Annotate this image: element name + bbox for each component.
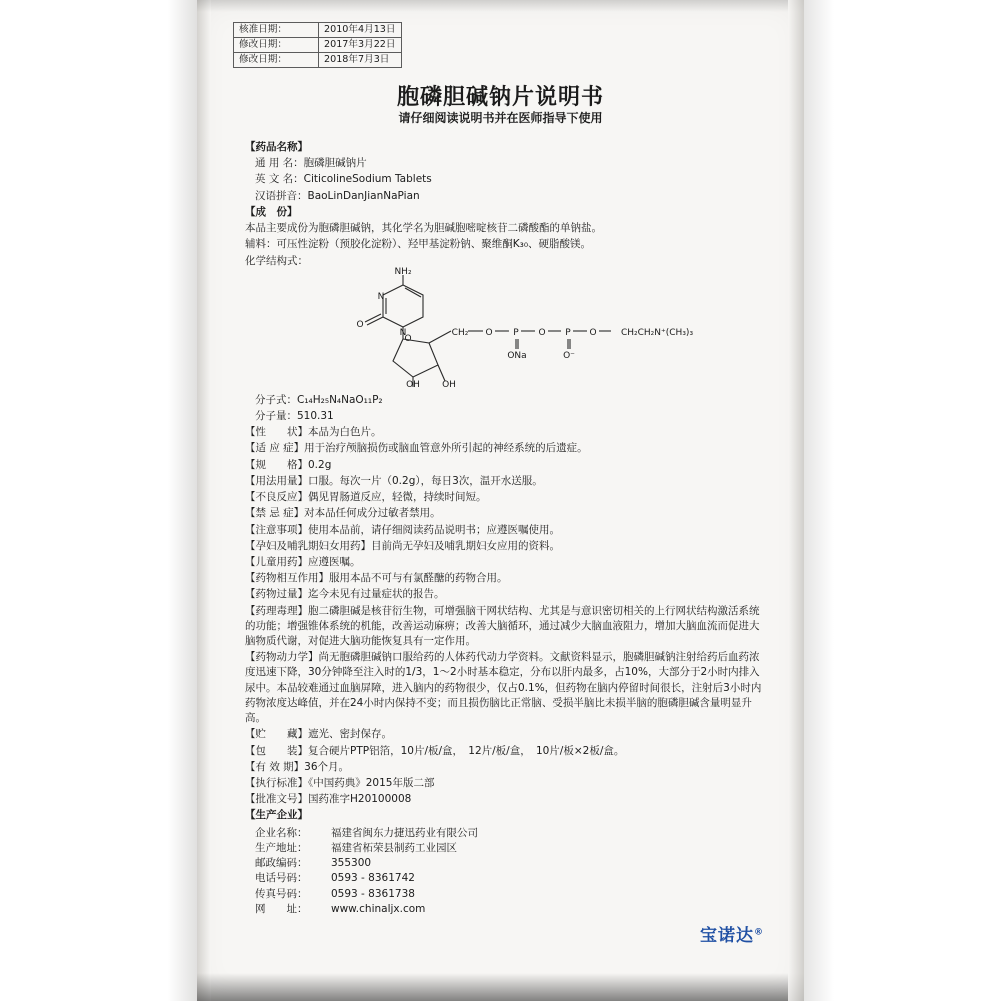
revision-date-value-2: 2018年7月3日 (319, 52, 402, 67)
brand-logo (700, 924, 764, 949)
section-storage: 【贮 藏】遮光、密封保存。 (245, 728, 392, 741)
section-properties: 【性 状】本品为白色片。 (245, 426, 382, 439)
manufacturer-name-label: 企业名称： (255, 826, 308, 839)
section-shelf-life: 【有 效 期】36个月。 (245, 760, 350, 773)
approval-dates-table (233, 22, 402, 68)
section-drug-interactions: 【药物相互作用】服用本品不可与有氯醛醣的药物合用。 (245, 572, 508, 585)
website-value[interactable]: www.chinaljx.com (331, 902, 426, 915)
page-title: 胞磷胆碱钠片说明书 (396, 85, 604, 110)
section-ingredients-heading: 【成 份】 (245, 205, 298, 218)
website-label: 网 址： (255, 902, 308, 915)
structure-label-n2: N (399, 327, 407, 338)
section-contraindications: 【禁 忌 症】对本品任何成分过敏者禁用。 (245, 507, 441, 520)
section-package: 【包 装】复合硬片PTP铝箔，10片/板/盒， 12片/板/盒， 10片/板×2板/盒。 (245, 744, 625, 757)
section-standard: 【执行标准】《中国药典》2015年版二部 (245, 777, 435, 789)
section-pregnancy-use: 【孕妇及哺乳期妇女用药】目前尚无孕妇及哺乳期妇女应用的资料。 (245, 539, 560, 552)
structure-label-oh-right: OH (442, 379, 456, 390)
pinyin-name: 汉语拼音：BaoLinDanJianNaPian (255, 189, 420, 202)
phone-row (245, 871, 765, 886)
structure-label-o-3: O (589, 327, 597, 338)
section-precautions: 【注意事项】使用本品前，请仔细阅读药品说明书；应遵医嘱使用。 (245, 523, 560, 536)
table-row (234, 37, 402, 52)
pharmacology-heading: 【药理毒理】 (245, 604, 308, 617)
brand-name: 宝诺达 (700, 926, 754, 947)
structure-label-carbonyl-o: O (356, 319, 364, 330)
molecular-weight: 分子量：510.31 (255, 409, 334, 422)
pharmacology-text: 胞二磷胆碱是核苷衍生物，可增强脑干网状结构、尤其是与意识密切相关的上行网状结构激活系统的功能；增强锥体系统的机能，改善运动麻痹；改善大脑循环，通过减少大脑血液阻力，增加大脑血流而促进大脑物质代谢，对促进大脑功能恢复具有一定作用。 (245, 604, 760, 648)
section-dosage: 【用法用量】口服。每次一片（0.2g），每日3次，温开水送服。 (245, 474, 543, 487)
left-page-shadow (168, 0, 200, 1001)
phone-value: 0593 - 8361742 (331, 872, 415, 885)
fax-row (245, 887, 765, 902)
phone-label: 电话号码： (255, 872, 308, 885)
chemical-structure-svg (305, 266, 705, 390)
section-indications: 【适 应 症】用于治疗颅脑损伤或脑血管意外所引起的神经系统的后遗症。 (245, 442, 588, 455)
postal-code-value: 355300 (331, 857, 372, 870)
revision-date-value-1: 2017年3月22日 (319, 37, 402, 52)
pharmacokinetics-heading: 【药物动力学】 (245, 651, 319, 664)
leaflet-content (197, 0, 804, 1001)
section-adverse-reactions: 【不良反应】偶见胃肠道反应，轻微，持续时间短。 (245, 491, 487, 504)
structure-label: 化学结构式： (245, 254, 308, 267)
manufacturer-info (245, 826, 765, 917)
website-row (245, 902, 765, 917)
structure-label-p1: P (513, 327, 519, 338)
structure-label-o-minus: O⁻ (563, 350, 575, 361)
section-pediatric-use: 【儿童用药】应遵医嘱。 (245, 555, 361, 568)
manufacturer-address-label: 生产地址： (255, 841, 308, 854)
pharmacokinetics-text: 尚无胞磷胆碱钠口服给药的人体药代动力学资料。文献资料显示，胞磷胆碱钠注射给药后血药浓度迅速下降，30分钟降至注入时的1/3，1～2小时基本稳定，分布以肝内最多，占10%，大部分于2小时内排入尿中。本品较难通过血脑屏障，进入脑内的药物很少，仅占0.1%，但药物在脑内停留时间很长，注射后3小时内药物浓度达峰值，并在24小时内保持不变；而且损伤脑比正常脑、受损半脑比未损半脑的胞磷胆碱含量明显升高。 (245, 651, 762, 725)
molecular-formula: 分子式：C₁₄H₂₅N₄NaO₁₁P₂ (255, 393, 383, 406)
approval-date-label: 核准日期： (234, 23, 319, 38)
page-subtitle: 请仔细阅读说明书并在医师指导下使用 (398, 111, 603, 125)
structure-label-sugar-o: O (404, 333, 412, 344)
ingredients-main: 本品主要成份为胞磷胆碱钠，其化学名为胆碱胞嘧啶核苷二磷酸酯的单钠盐。 (245, 222, 602, 235)
leaflet-body (245, 140, 765, 917)
structure-label-n1: N (377, 291, 385, 302)
section-overdose: 【药物过量】迄今未见有过量症状的报告。 (245, 588, 445, 601)
manufacturer-address-row (245, 841, 765, 856)
fax-value: 0593 - 8361738 (331, 887, 415, 900)
manufacturer-address-value: 福建省柘荣县制药工业园区 (331, 841, 457, 854)
section-specification: 【规 格】0.2g (245, 458, 332, 471)
ingredients-excipients: 辅料：可压性淀粉（预胶化淀粉）、羟甲基淀粉钠、聚维酮K₃₀、硬脂酸镁。 (245, 238, 592, 251)
right-page-shadow (800, 0, 834, 1001)
section-manufacturer-heading: 【生产企业】 (245, 809, 308, 822)
approval-date-value: 2010年4月13日 (319, 23, 402, 38)
chemical-structure-figure (245, 266, 765, 390)
postal-code-label: 邮政编码： (255, 857, 308, 870)
manufacturer-name-row (245, 826, 765, 841)
generic-name: 通 用 名：胞磷胆碱钠片 (255, 157, 367, 170)
structure-label-oh-left: OH (406, 379, 420, 390)
structure-label-p2: P (565, 327, 571, 338)
section-pharmacokinetics (245, 650, 765, 726)
leaflet-sheet (197, 0, 804, 1001)
structure-label-ch2: CH₂ (451, 327, 469, 338)
fax-label: 传真号码： (255, 887, 308, 900)
structure-label-o-1: O (485, 327, 493, 338)
table-row (234, 52, 402, 67)
section-pharmacology (245, 604, 765, 650)
structure-label-ona: ONa (507, 350, 527, 361)
english-name: 英 文 名：CiticolineSodium Tablets (255, 173, 432, 186)
bottom-shadow (197, 973, 804, 1001)
manufacturer-name-value: 福建省闽东力捷迅药业有限公司 (331, 826, 478, 839)
structure-label-tail: CH₂CH₂N⁺(CH₃)₃ (620, 327, 694, 338)
revision-date-label-1: 修改日期： (234, 37, 319, 52)
structure-label-o-2: O (538, 327, 546, 338)
section-approval-number: 【批准文号】国药准字H20100008 (245, 793, 412, 806)
structure-label-nh2: NH₂ (394, 266, 412, 277)
postal-code-row (245, 856, 765, 871)
revision-date-label-2: 修改日期： (234, 52, 319, 67)
registered-trademark-icon: ® (754, 927, 764, 938)
table-row (234, 23, 402, 38)
section-drug-name-heading: 【药品名称】 (245, 141, 308, 153)
